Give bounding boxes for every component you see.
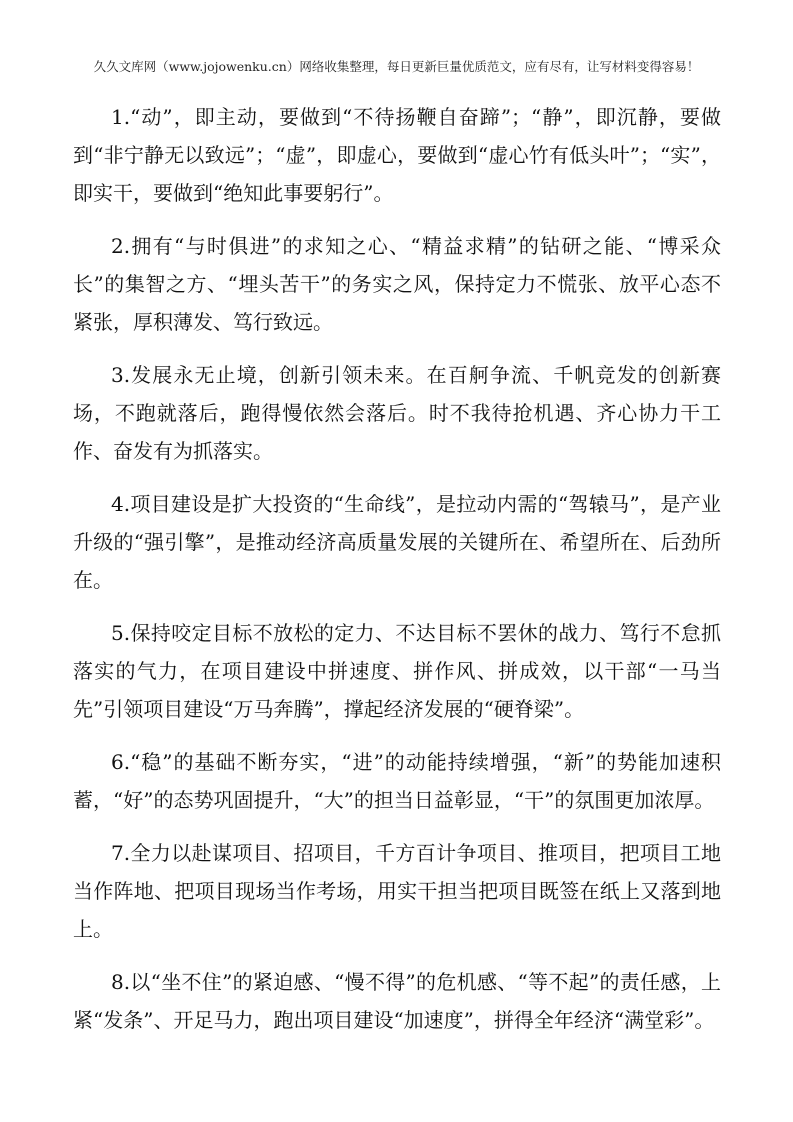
paragraph-3: 3.发展永无止境，创新引领未来。在百舸争流、千帆竞发的创新赛场，不跑就落后，跑得慢依然会落后。时不我待抢机遇、齐心协力干工作、奋发有为抓落实。: [73, 363, 721, 463]
paragraph-4: 4.项目建设是扩大投资的“生命线”，是拉动内需的“驾辕马”，是产业升级的“强引擎”，是推动经济高质量发展的关键所在、希望所在、后劲所在。: [73, 492, 721, 592]
document-body: [73, 98, 721, 1054]
paragraph-1: 1.“动”，即主动，要做到“不待扬鞭自奋蹄”；“静”，即沉静，要做到“非宁静无以致远”；“虚”，即虚心，要做到“虚心竹有低头叶”；“实”，即实干，要做到“绝知此事要躬行”。: [73, 105, 721, 205]
paragraph-8: 8.以“坐不住”的紧迫感、“慢不得”的危机感、“等不起”的责任感，上紧“发条”、开足马力，跑出项目建设“加速度”，拼得全年经济“满堂彩”。: [73, 970, 721, 1032]
paragraph-6: 6.“稳”的基础不断夯实，“进”的动能持续增强，“新”的势能加速积蓄，“好”的态势巩固提升，“大”的担当日益彰显，“干”的氛围更加浓厚。: [73, 750, 721, 812]
paragraph-5: 5.保持咬定目标不放松的定力、不达目标不罢休的战力、笃行不怠抓落实的气力，在项目建设中拼速度、拼作风、拼成效，以干部“一马当先”引领项目建设“万马奔腾”，撑起经济发展的“硬脊梁”。: [73, 621, 721, 721]
paragraph-7: 7.全力以赴谋项目、招项目，千方百计争项目、推项目，把项目工地当作阵地、把项目现场当作考场，用实干担当把项目既签在纸上又落到地上。: [73, 841, 721, 941]
paragraph-2: 2.拥有“与时俱进”的求知之心、“精益求精”的钻研之能、“博采众长”的集智之方、“埋头苦干”的务实之风，保持定力不慌张、放平心态不紧张，厚积薄发、笃行致远。: [73, 234, 721, 334]
page-header: 久久文库网（www.jojowenku.cn）网络收集整理，每日更新巨量优质范文，应有尽有，让写材料变得容易！: [93, 59, 700, 74]
